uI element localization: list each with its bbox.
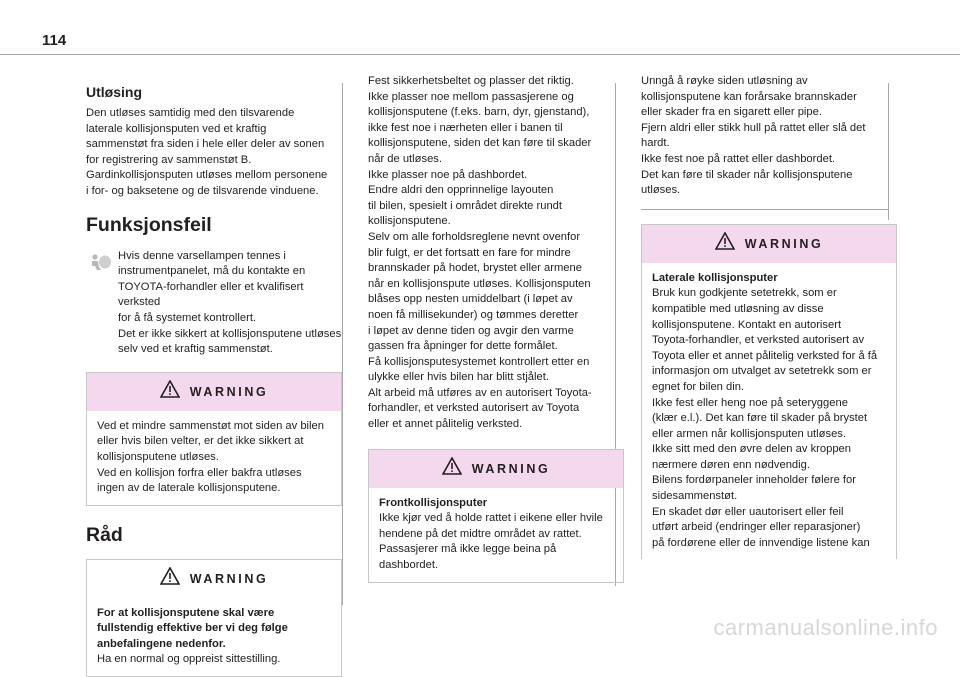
malfunction-block bbox=[86, 249, 342, 358]
warning-box-advice bbox=[86, 559, 342, 677]
warning-title: WARNING bbox=[189, 384, 269, 399]
airbag-warning-lamp-icon bbox=[88, 253, 112, 271]
warning-header bbox=[87, 373, 341, 411]
warning-triangle-icon bbox=[160, 567, 180, 590]
release-text: Den utløses samtidig med den tilsvarende laterale kollisjonsputen ved et kraftig sammenstøt fra siden i hele eller deler av sonen for registrering av sammenstøt B. Gardinkollisjonsputen utløses mellom personene i for- og baksetene og de tilsvarende vinduene. bbox=[86, 107, 328, 197]
column-2 bbox=[368, 74, 624, 592]
heading-advice: Råd bbox=[86, 523, 123, 546]
warning-box-side-impact bbox=[86, 372, 342, 506]
header-rule bbox=[0, 54, 960, 55]
warning-triangle-icon bbox=[160, 380, 180, 403]
warning-bold-text: For at kollisjonsputene skal være fullstendig effektive ber vi deg følge anbefalingene nedenfor. bbox=[97, 606, 288, 650]
column-3 bbox=[641, 74, 897, 586]
warning-triangle-icon bbox=[715, 232, 735, 255]
column-1 bbox=[86, 74, 342, 666]
warning-text: Ha en normal og oppreist sittestilling. bbox=[97, 653, 281, 666]
warning-header bbox=[369, 450, 623, 488]
warning-triangle-icon bbox=[442, 457, 462, 480]
warning-header bbox=[87, 560, 341, 598]
warning-text: Ikke kjør ved å holde rattet i eikene eller hvile hendene på det midtre området av rattet. Passasjerer må ikke legge beina på dashbordet. bbox=[379, 512, 603, 572]
column-divider bbox=[342, 83, 343, 605]
page-number: 114 bbox=[42, 32, 67, 49]
malfunction-text: Hvis denne varsellampen tennes i instrumentpanelet, må du kontakte en TOYOTA-forhandler eller et kvalifisert verksted for å få systemet kontrollert. Det er ikke sikkert at kollisjonsputene utløses selv ved et kraftig sammenstøt. bbox=[118, 249, 342, 356]
smoking-warning-text: Unngå å røyke siden utløsning av kollisjonsputene kan forårsake brannskader eller skader fra en sigarett eller pipe. Fjern aldri eller stikk hull på rattet eller slå det hardt. Ikke fest noe på rattet eller dashbordet. Det kan føre til skader når kollisjonsputene utløses. bbox=[641, 75, 866, 197]
watermark: carmanualsonline.info bbox=[713, 615, 938, 640]
airbag-precautions-text: Fest sikkerhetsbeltet og plasser det riktig. Ikke plasser noe mellom passasjerene og kollisjonsputene (f.eks. barn, dyr, gjenstand), ikke fest noe i nærheten eller i banen til kollisjonsputene, siden det kan føre til skader når de utløses. Ikke plasser noe på dashbordet. Endre aldri den opprinnelige layouten til bilen, spesielt i området direkte rundt kollisjonsputene. Selv om alle forholdsreglene nevnt ovenfor blir fulgt, er det fortsatt en fare for mindre brannskader på hodet, brystet eller armene når en kollisjonspute utløses. Kollisjonsputen blåses opp nesten umiddelbart (i løpet av noen få millisekunder) og tømmes deretter i løpet av denne tiden og avgir den varme gassen fra åpninger for dette formålet. Få kollisjonsputesystemet kontrollert etter en ulykke eller hvis bilen har blitt stjålet. Alt arbeid må utføres av en autorisert Toyota- forhandler, et verksted autorisert av Toyota eller et annet pålitelig verksted. bbox=[368, 75, 592, 431]
warning-box-front-airbags bbox=[368, 449, 624, 583]
warning-title: WARNING bbox=[744, 236, 824, 251]
warning-title: WARNING bbox=[189, 571, 269, 586]
warning-text: Ved et mindre sammenstøt mot siden av bilen eller hvis bilen velter, er det ikke sikkert at kollisjonsputene utløses. Ved en kollisjon forfra eller bakfra utløses ingen av de laterale kollisjonsputene. bbox=[97, 419, 324, 495]
warning-box-lateral-airbags bbox=[641, 224, 897, 560]
heading-malfunction: Funksjonsfeil bbox=[86, 213, 212, 236]
warning-bold-text: Frontkollisjonsputer bbox=[379, 496, 488, 509]
warning-header bbox=[642, 225, 896, 263]
divider bbox=[641, 209, 889, 210]
warning-title: WARNING bbox=[471, 461, 551, 476]
heading-release: Utløsing bbox=[86, 84, 142, 100]
warning-bold-text: Laterale kollisjonsputer bbox=[652, 271, 778, 284]
warning-text: Bruk kun godkjente setetrekk, som er kompatible med utløsning av disse kollisjonsputene. Kontakt en autorisert Toyota-forhandler, et verksted autorisert av Toyota eller et annet pålitelig verksted for å få informasjon om utvalget av setetrekk som er egnet for bilen din. Ikke fest eller heng noe på seteryggene (klær e.l.). Det kan føre til skader på brystet eller armen når kollisjonsputen utløses. Ikke sitt med den øvre delen av kroppen nærmere døren enn nødvendig. Bilens fordørpaneler inneholder følere for sidesammenstøt. En skadet dør eller uautorisert eller feil utført arbeid (endringer eller reparasjoner) på fordørene eller de innvendige listene kan bbox=[652, 287, 878, 549]
